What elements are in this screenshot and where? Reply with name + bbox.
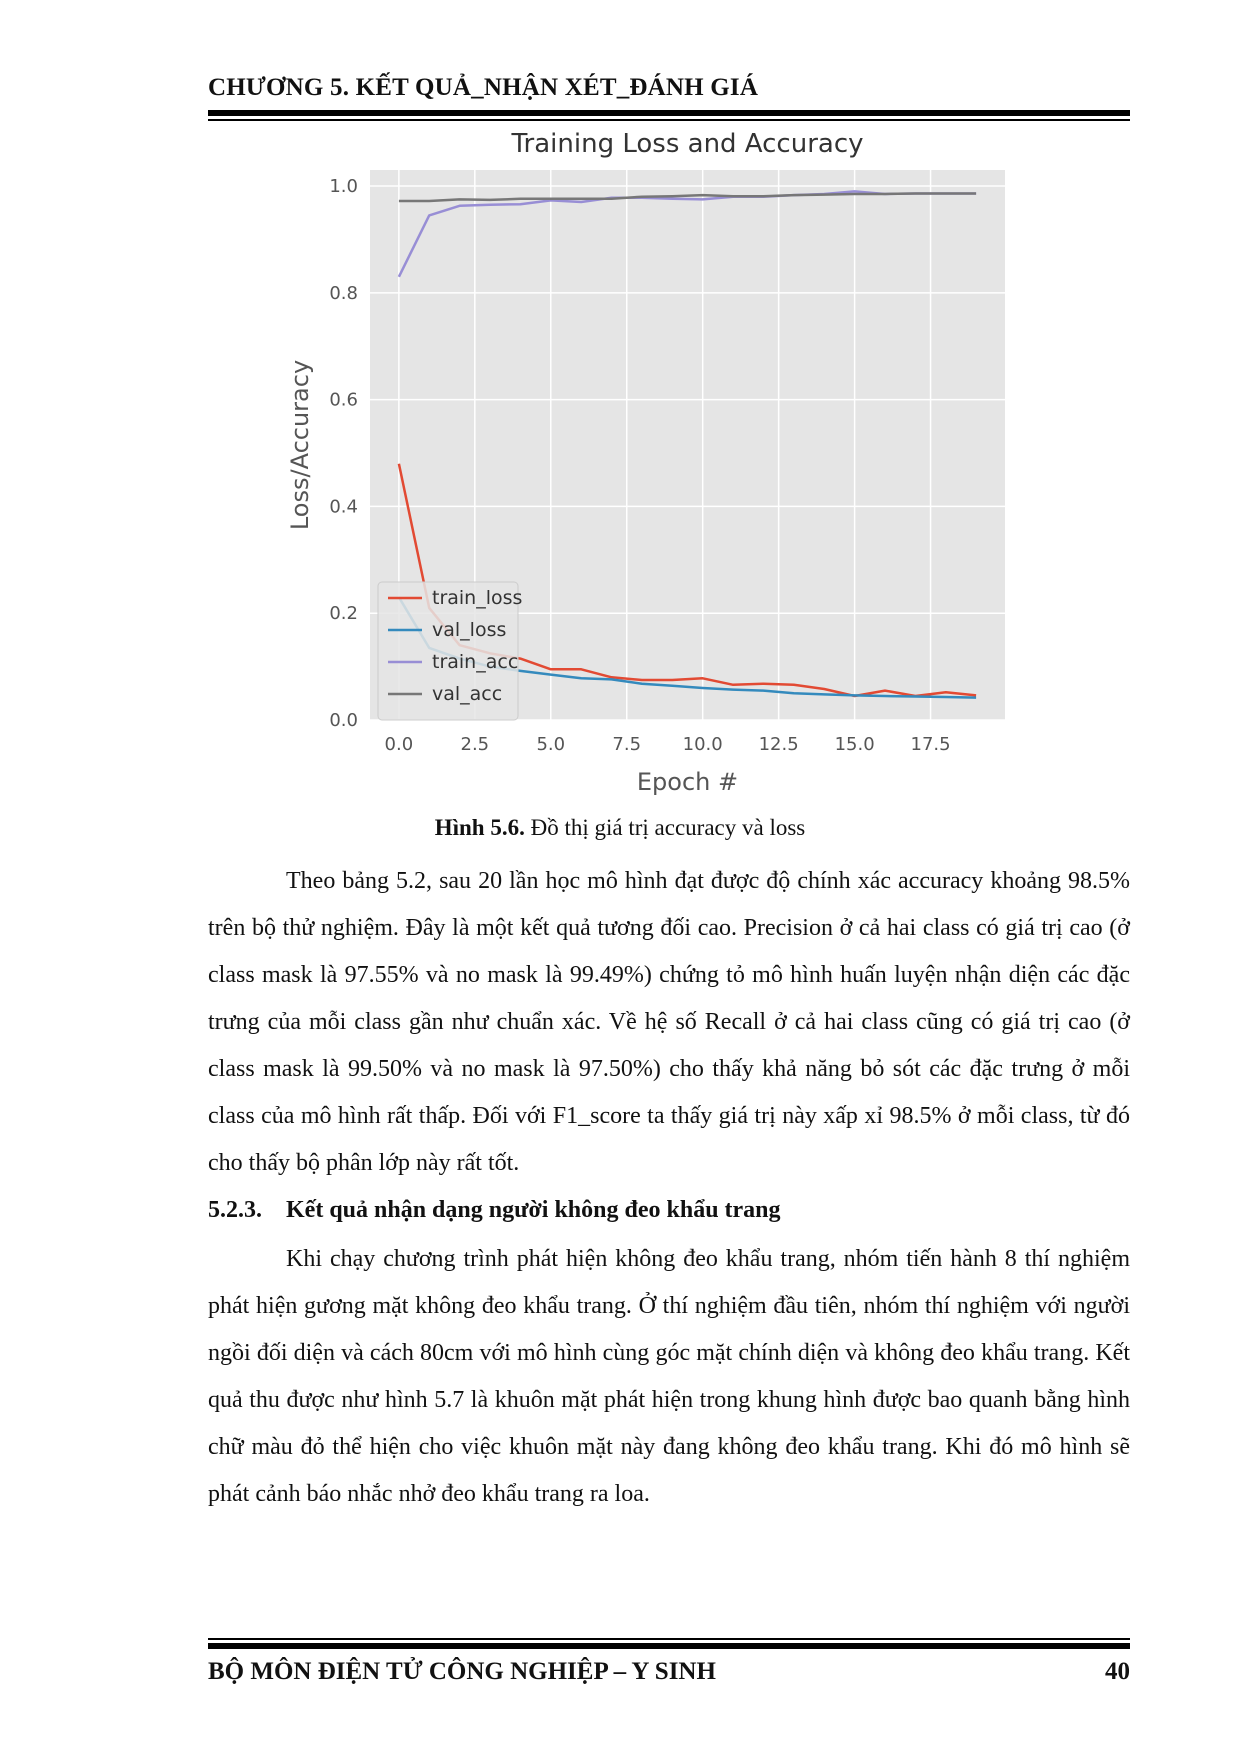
x-tick-label: 0.0 <box>384 734 414 755</box>
y-tick-label: 0.6 <box>329 389 358 411</box>
x-tick-label: 7.5 <box>612 734 642 755</box>
legend-label-val-loss: val_loss <box>432 619 507 641</box>
section-title: Kết quả nhận dạng người không đeo khẩu trang <box>286 1197 781 1223</box>
footer-department: BỘ MÔN ĐIỆN TỬ CÔNG NGHIỆP – Y SINH <box>208 1658 716 1685</box>
y-tick-label: 0.2 <box>329 603 358 625</box>
legend-label-train-acc: train_acc <box>432 651 519 673</box>
x-axis-label: Epoch # <box>636 768 739 796</box>
section-heading <box>208 1197 781 1224</box>
training-chart-figure <box>270 118 1040 818</box>
body-paragraph-2 <box>208 1236 1130 1518</box>
figure-caption <box>0 815 1240 841</box>
footer-rule-thick <box>208 1643 1130 1649</box>
page-number: 40 <box>1105 1658 1130 1685</box>
x-tick-label: 10.0 <box>682 734 723 755</box>
chart-svg <box>270 118 1040 818</box>
x-tick-label: 5.0 <box>536 734 566 755</box>
footer-rule-thin <box>208 1638 1130 1640</box>
y-tick-label: 0.8 <box>329 282 358 304</box>
legend-label-val-acc: val_acc <box>432 683 503 705</box>
x-tick-label: 17.5 <box>910 734 951 755</box>
legend-label-train-loss: train_loss <box>432 587 523 609</box>
x-tick-label: 12.5 <box>758 734 799 755</box>
y-tick-label: 1.0 <box>329 176 358 198</box>
section-number: 5.2.3. <box>208 1197 262 1223</box>
x-tick-label: 2.5 <box>460 734 490 755</box>
figure-caption-label: Hình 5.6. <box>434 815 525 840</box>
training-loss-accuracy-chart <box>270 118 1040 818</box>
body-paragraph-2-text: Khi chạy chương trình phát hiện không đeo khẩu trang, nhóm tiến hành 8 thí nghiệm phát hiện gương mặt không đeo khẩu trang. Ở thí nghiệm đầu tiên, nhóm thí nghiệm với người ngồi đối diện và cách 80cm với mô hình cùng góc mặt chính diện và không đeo khẩu trang. Kết quả thu được như hình 5.7 là khuôn mặt phát hiện trong khung hình được bao quanh bằng hình chữ màu đỏ thể hiện cho việc khuôn mặt này đang không đeo khẩu trang. Khi đó mô hình sẽ phát cảnh báo nhắc nhở đeo khẩu trang ra loa. <box>208 1246 1130 1507</box>
header-rule-thick <box>208 110 1130 116</box>
chart-title: Training Loss and Accuracy <box>511 129 864 159</box>
chapter-header: CHƯƠNG 5. KẾT QUẢ_NHẬN XÉT_ĐÁNH GIÁ <box>208 74 759 101</box>
y-tick-label: 0.0 <box>329 710 358 731</box>
body-paragraph-1 <box>208 858 1130 1187</box>
body-paragraph-1-text: Theo bảng 5.2, sau 20 lần học mô hình đạt được độ chính xác accuracy khoảng 98.5% trên bộ thử nghiệm. Đây là một kết quả tương đối cao. Precision ở cả hai class có giá trị cao (ở class mask là 97.55% và no mask là 99.49%) chứng tỏ mô hình huấn luyện nhận diện các đặc trưng của mỗi class gần như chuẩn xác. Về hệ số Recall ở cả hai class cũng có giá trị cao (ở class mask là 99.50% và no mask là 97.50%) cho thấy khả năng bỏ sót các đặc trưng ở mỗi class của mô hình rất thấp. Đối với F1_score ta thấy giá trị này xấp xỉ 98.5% ở mỗi class, từ đó cho thấy bộ phân lớp này rất tốt. <box>208 868 1130 1176</box>
y-axis-label: Loss/Accuracy <box>286 359 314 531</box>
y-tick-label: 0.4 <box>329 496 358 518</box>
figure-caption-text: Đồ thị giá trị accuracy và loss <box>524 815 806 840</box>
x-tick-label: 15.0 <box>834 734 875 755</box>
